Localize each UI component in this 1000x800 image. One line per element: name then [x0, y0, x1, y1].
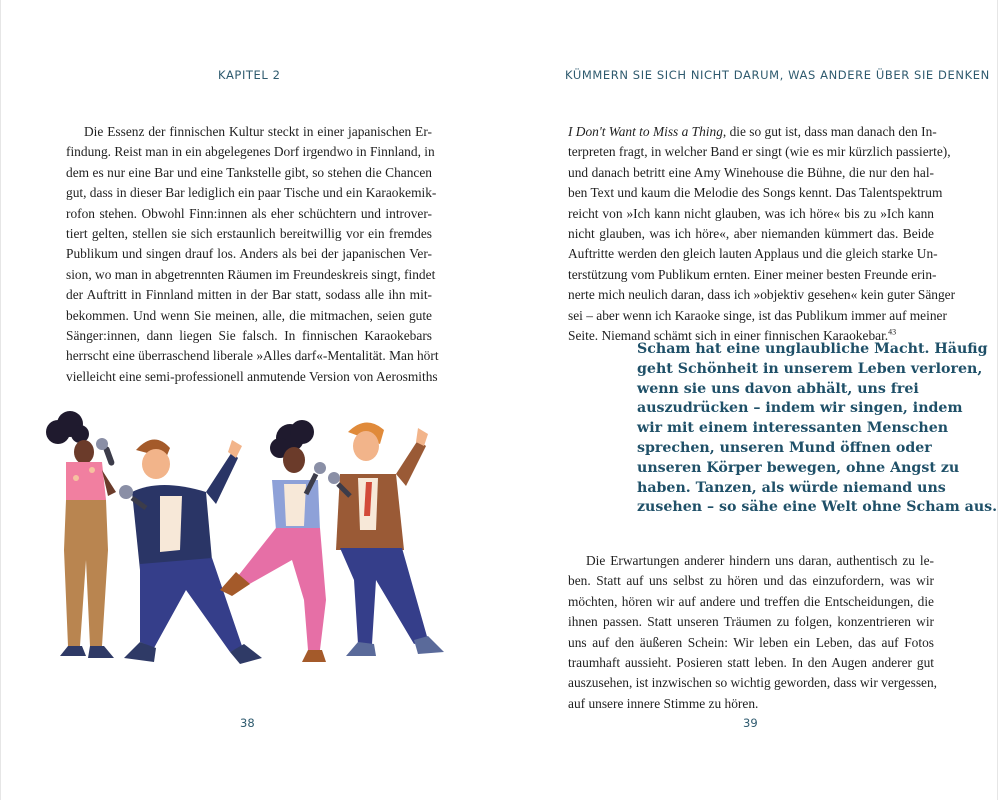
body-line: terstützung vom Publikum ernten. Einer meiner besten Freunde erin-	[568, 266, 937, 282]
left-body-text	[66, 122, 439, 387]
body-line: ben Text und kaum die Melodie des Songs kennt. Das Talentspektrum	[568, 185, 943, 201]
quote-line: wenn sie uns davon abhält, uns frei	[637, 380, 919, 397]
singer-4-figure	[328, 422, 444, 656]
body-line: vielleicht eine semi-professionell anmutende Version von Aerosmiths	[66, 368, 438, 384]
page-edge-left	[0, 0, 1, 800]
singer-1-figure	[46, 411, 116, 658]
quote-line: zusehen – so sähe eine Welt ohne Scham aus.	[637, 499, 998, 516]
quote-line: haben. Tanzen, als würde niemand uns	[637, 479, 946, 496]
body-line: rofon stehen. Obwohl Finn:innen als eher schüchtern und introver-	[66, 205, 432, 221]
body-line: bekommen. Und wenn Sie meinen, alle, die mitmachen, seien gute	[66, 307, 432, 323]
footnote-reference: 43	[888, 327, 897, 337]
body-line: reicht von »Ich kann nicht glauben, was ich höre« bis zu »Ich kann	[568, 205, 934, 221]
body-line: sion, wo man in abgetrennten Räumen im Freundeskreis singt, findet	[66, 266, 436, 282]
body-line: traumhaft aussieht. Posieren statt leben. In den Augen anderer gut	[568, 655, 934, 671]
body-line: auszusehen, ist inzwischen so wichtig geworden, dass wir vergessen,	[568, 675, 938, 691]
body-line: ihnen passen. Statt unseren Träumen zu folgen, konzentrieren wir	[568, 614, 934, 630]
right-page	[500, 0, 1000, 800]
paragraph-1-lines	[568, 142, 956, 326]
quote-line: auszudrücken – indem wir singen, indem	[637, 400, 963, 417]
quote-line: sprechen, unseren Mund öffnen oder	[637, 439, 932, 456]
body-line: Die Erwartungen anderer hindern uns daran, authentisch zu le-	[586, 553, 934, 568]
quote-line: wir mit einem interessanten Menschen	[637, 420, 949, 437]
running-head-left: KAPITEL 2	[218, 68, 281, 82]
body-line: Auftritte werden den gleich lauten Applaus und die gleich starke Un-	[568, 246, 938, 262]
body-line: ben. Statt auf uns selbst zu hören und das einzufordern, was wir	[568, 573, 934, 589]
song-title: I Don't Want to Miss a Thing	[568, 124, 723, 139]
pull-quote	[637, 340, 998, 518]
body-line: und danach betritt eine Amy Winehouse die Bühne, die nur den hal-	[568, 164, 934, 180]
quote-line: geht Schönheit in unserem Leben verloren,	[637, 360, 983, 377]
body-line: Publikum und singen drauf los. Anders als bei der japanischen Ver-	[66, 246, 432, 262]
page-number-left: 38	[240, 716, 255, 730]
page-number-right: 39	[743, 716, 758, 730]
singer-2-figure	[119, 439, 262, 664]
karaoke-singers-illustration	[36, 400, 466, 680]
page-edge-right	[997, 0, 998, 800]
body-line: der Auftritt in Finnland mitten in der Bar statt, sodass alle ihn mit-	[66, 287, 432, 303]
right-body-text-1	[568, 122, 956, 346]
body-line: Die Essenz der finnischen Kultur steckt in einer japanischen Er-	[84, 124, 432, 139]
body-line-rest: , die so gut ist, dass man danach den In-	[722, 124, 937, 139]
body-line: dem es nur eine Bar und eine Tankstelle gibt, so stehen die Chancen	[66, 164, 432, 180]
body-line: uns auf den äußeren Schein: Wir leben ein Leben, das auf Fotos	[568, 634, 934, 650]
body-line: gut, dass in dieser Bar lediglich ein paar Tische und ein Karaokemik-	[66, 185, 437, 201]
running-head-right: KÜMMERN SIE SICH NICHT DARUM, WAS ANDERE ÜBER SIE DENKEN	[565, 68, 990, 82]
body-line: findung. Reist man in ein abgelegenes Dorf irgendwo in Finnland, in	[66, 144, 435, 160]
right-body-text-2	[568, 551, 938, 714]
quote-line: Scham hat eine unglaubliche Macht. Häufig	[637, 341, 988, 357]
quote-line: unseren Körper bewegen, ohne Angst zu	[637, 459, 960, 476]
body-line-last-text: Seite. Niemand schämt sich in einer finnischen Karaokebar.	[568, 328, 889, 344]
body-line: terpreten fragt, in welcher Band er singt (wie es mir kürzlich passierte),	[568, 144, 951, 160]
body-line: tiert gelten, stellen sie sich erstaunlich bereitwillig vor ein fremdes	[66, 226, 432, 242]
body-line: nerte mich neulich daran, dass ich »objektiv gesehen« kein guter Sänger	[568, 287, 956, 303]
body-line: sei – aber wenn ich Karaoke singe, ist das Publikum immer auf meiner	[568, 307, 947, 323]
body-line: auf unsere innere Stimme zu hören.	[568, 695, 759, 711]
body-line	[568, 122, 937, 142]
body-line: möchten, hören wir auf andere und treffen die Entscheidungen, die	[568, 593, 934, 609]
body-line: nicht glauben, was ich höre«, aber niemanden kümmert das. Beide	[568, 226, 934, 242]
body-line: Sänger:innen, dann liegen Sie falsch. In finnischen Karaokebars	[66, 328, 432, 344]
body-line: herrscht eine überraschend liberale »Alles darf«-Mentalität. Man hört	[66, 348, 439, 364]
